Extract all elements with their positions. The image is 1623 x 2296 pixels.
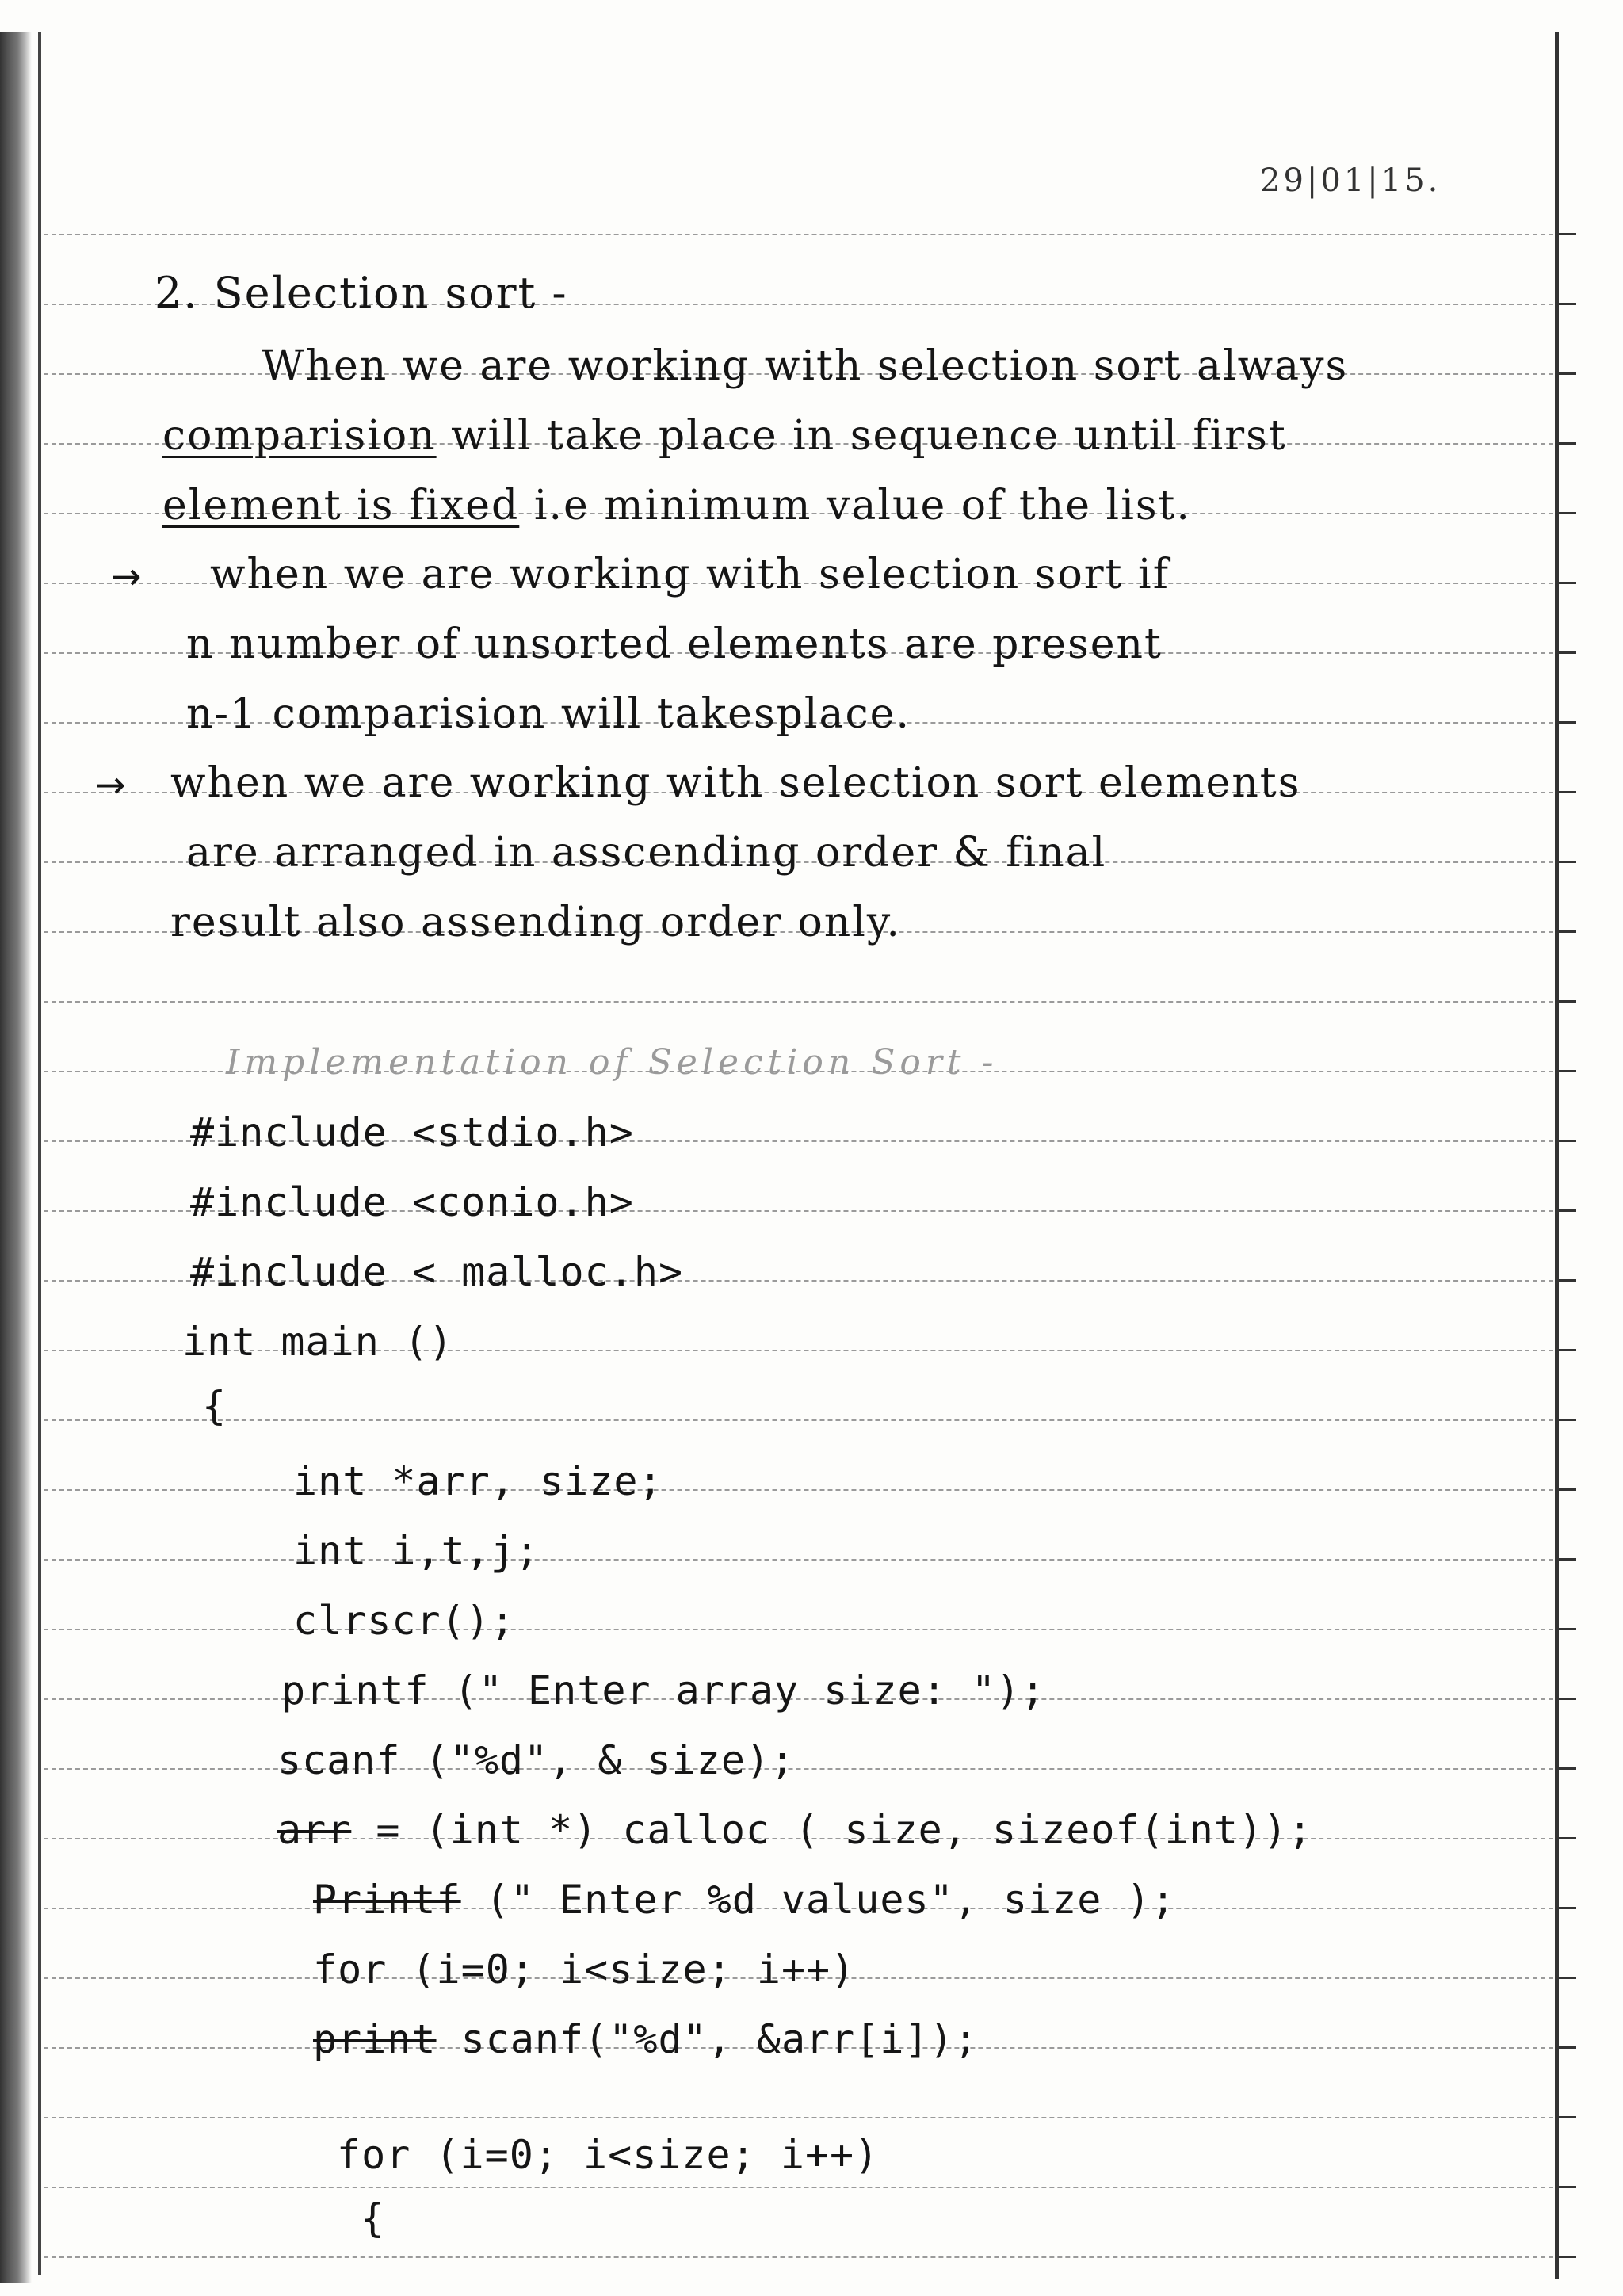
struck-word-print: print [313,2016,437,2062]
code-printf-array-size: printf (" Enter array size: "); [281,1668,1046,1713]
ruled-line [44,1559,1553,1561]
ruled-line [44,1768,1553,1770]
margin-tick [1559,233,1576,235]
margin-tick [1559,2256,1576,2258]
code-scanf-arr [313,2016,979,2062]
margin-tick [1559,1419,1576,1421]
code-include-stdio: #include <stdio.h> [190,1110,634,1156]
code-for-loop-1: for (i=0; i<size; i++) [313,1946,856,1992]
underlined-term-element-fixed: element is fixed [162,482,520,529]
margin-tick [1559,372,1576,375]
margin-tick [1559,1070,1576,1072]
bullet-arrow-icon: → [95,763,128,806]
bullet-arrow-icon: → [111,555,143,598]
margin-tick [1559,1279,1576,1282]
underlined-term-comparision: comparision [162,412,437,460]
ruled-line [44,2117,1553,2118]
margin-tick [1559,1977,1576,1979]
ruled-line [44,1629,1553,1630]
para3-line2: are arranged in asscending order & final [186,829,1107,877]
ruled-line [44,2187,1553,2188]
para2-line1: when we are working with selection sort if [210,551,1170,598]
margin-tick [1559,721,1576,724]
page-binding-edge [0,32,32,2283]
ruled-line [44,1419,1553,1421]
margin-tick [1559,1000,1576,1003]
right-margin-bracket [1555,32,1559,2279]
margin-tick [1559,2046,1576,2049]
code-main-signature: int main () [182,1319,454,1365]
code-decl-arr-size: int *arr, size; [293,1458,663,1504]
ruled-line [44,2256,1553,2258]
ruled-line [44,1489,1553,1491]
struck-word-arr: arr [277,1807,352,1853]
code-decl-ijt: int i,t,j; [293,1528,540,1574]
margin-tick [1559,2186,1576,2188]
implementation-title: Implementation of Selection Sort - [226,1042,999,1083]
margin-tick [1559,791,1576,793]
page-date: 29|01|15. [1260,162,1442,199]
section-heading: 2. Selection sort - [155,268,568,318]
margin-tick [1559,1907,1576,1909]
margin-tick [1559,1488,1576,1491]
margin-tick [1559,442,1576,445]
para3-line1: when we are working with selection sort elements [170,759,1301,807]
margin-tick [1559,1349,1576,1351]
code-scanf-arr-rest: scanf("%d", &arr[i]); [436,2016,979,2062]
margin-tick [1559,303,1576,305]
code-open-brace-2: { [361,2195,386,2241]
para3-line3: result also assending order only. [170,899,901,946]
para1-line3 [162,482,1191,529]
margin-tick [1559,1140,1576,1142]
margin-tick [1559,1837,1576,1839]
para1-line3-rest: i.e minimum value of the list. [519,482,1191,529]
code-printf-values [313,1877,1176,1923]
left-margin-line [38,32,41,2275]
margin-tick [1559,512,1576,514]
margin-tick [1559,582,1576,584]
ruled-line [44,1001,1553,1003]
ruled-line [44,234,1553,235]
code-clrscr: clrscr(); [293,1598,515,1644]
margin-tick [1559,651,1576,654]
para1-line2-rest: will take place in sequence until first [436,412,1287,460]
para1-line1: When we are working with selection sort always [262,342,1349,390]
code-open-brace: { [202,1383,227,1429]
margin-tick [1559,1209,1576,1212]
margin-tick [1559,861,1576,863]
code-calloc-rest: = (int *) calloc ( size, sizeof(int)); [351,1807,1313,1853]
code-include-conio: #include <conio.h> [190,1179,634,1225]
code-scanf-size: scanf ("%d", & size); [277,1737,796,1783]
para2-line2: n number of unsorted elements are present [186,621,1163,668]
margin-tick [1559,1558,1576,1561]
struck-word-printf: Printf [313,1877,461,1923]
code-printf-values-rest: (" Enter %d values", size ); [460,1877,1176,1923]
margin-tick [1559,930,1576,933]
code-for-loop-2: for (i=0; i<size; i++) [337,2132,880,2178]
margin-tick [1559,1767,1576,1770]
code-calloc [277,1807,1312,1853]
para1-line2 [162,412,1287,460]
code-include-malloc: #include < malloc.h> [190,1249,684,1295]
margin-tick [1559,1698,1576,1700]
margin-tick [1559,1628,1576,1630]
margin-tick [1559,2116,1576,2118]
para2-line3: n-1 comparision will takesplace. [186,690,911,738]
